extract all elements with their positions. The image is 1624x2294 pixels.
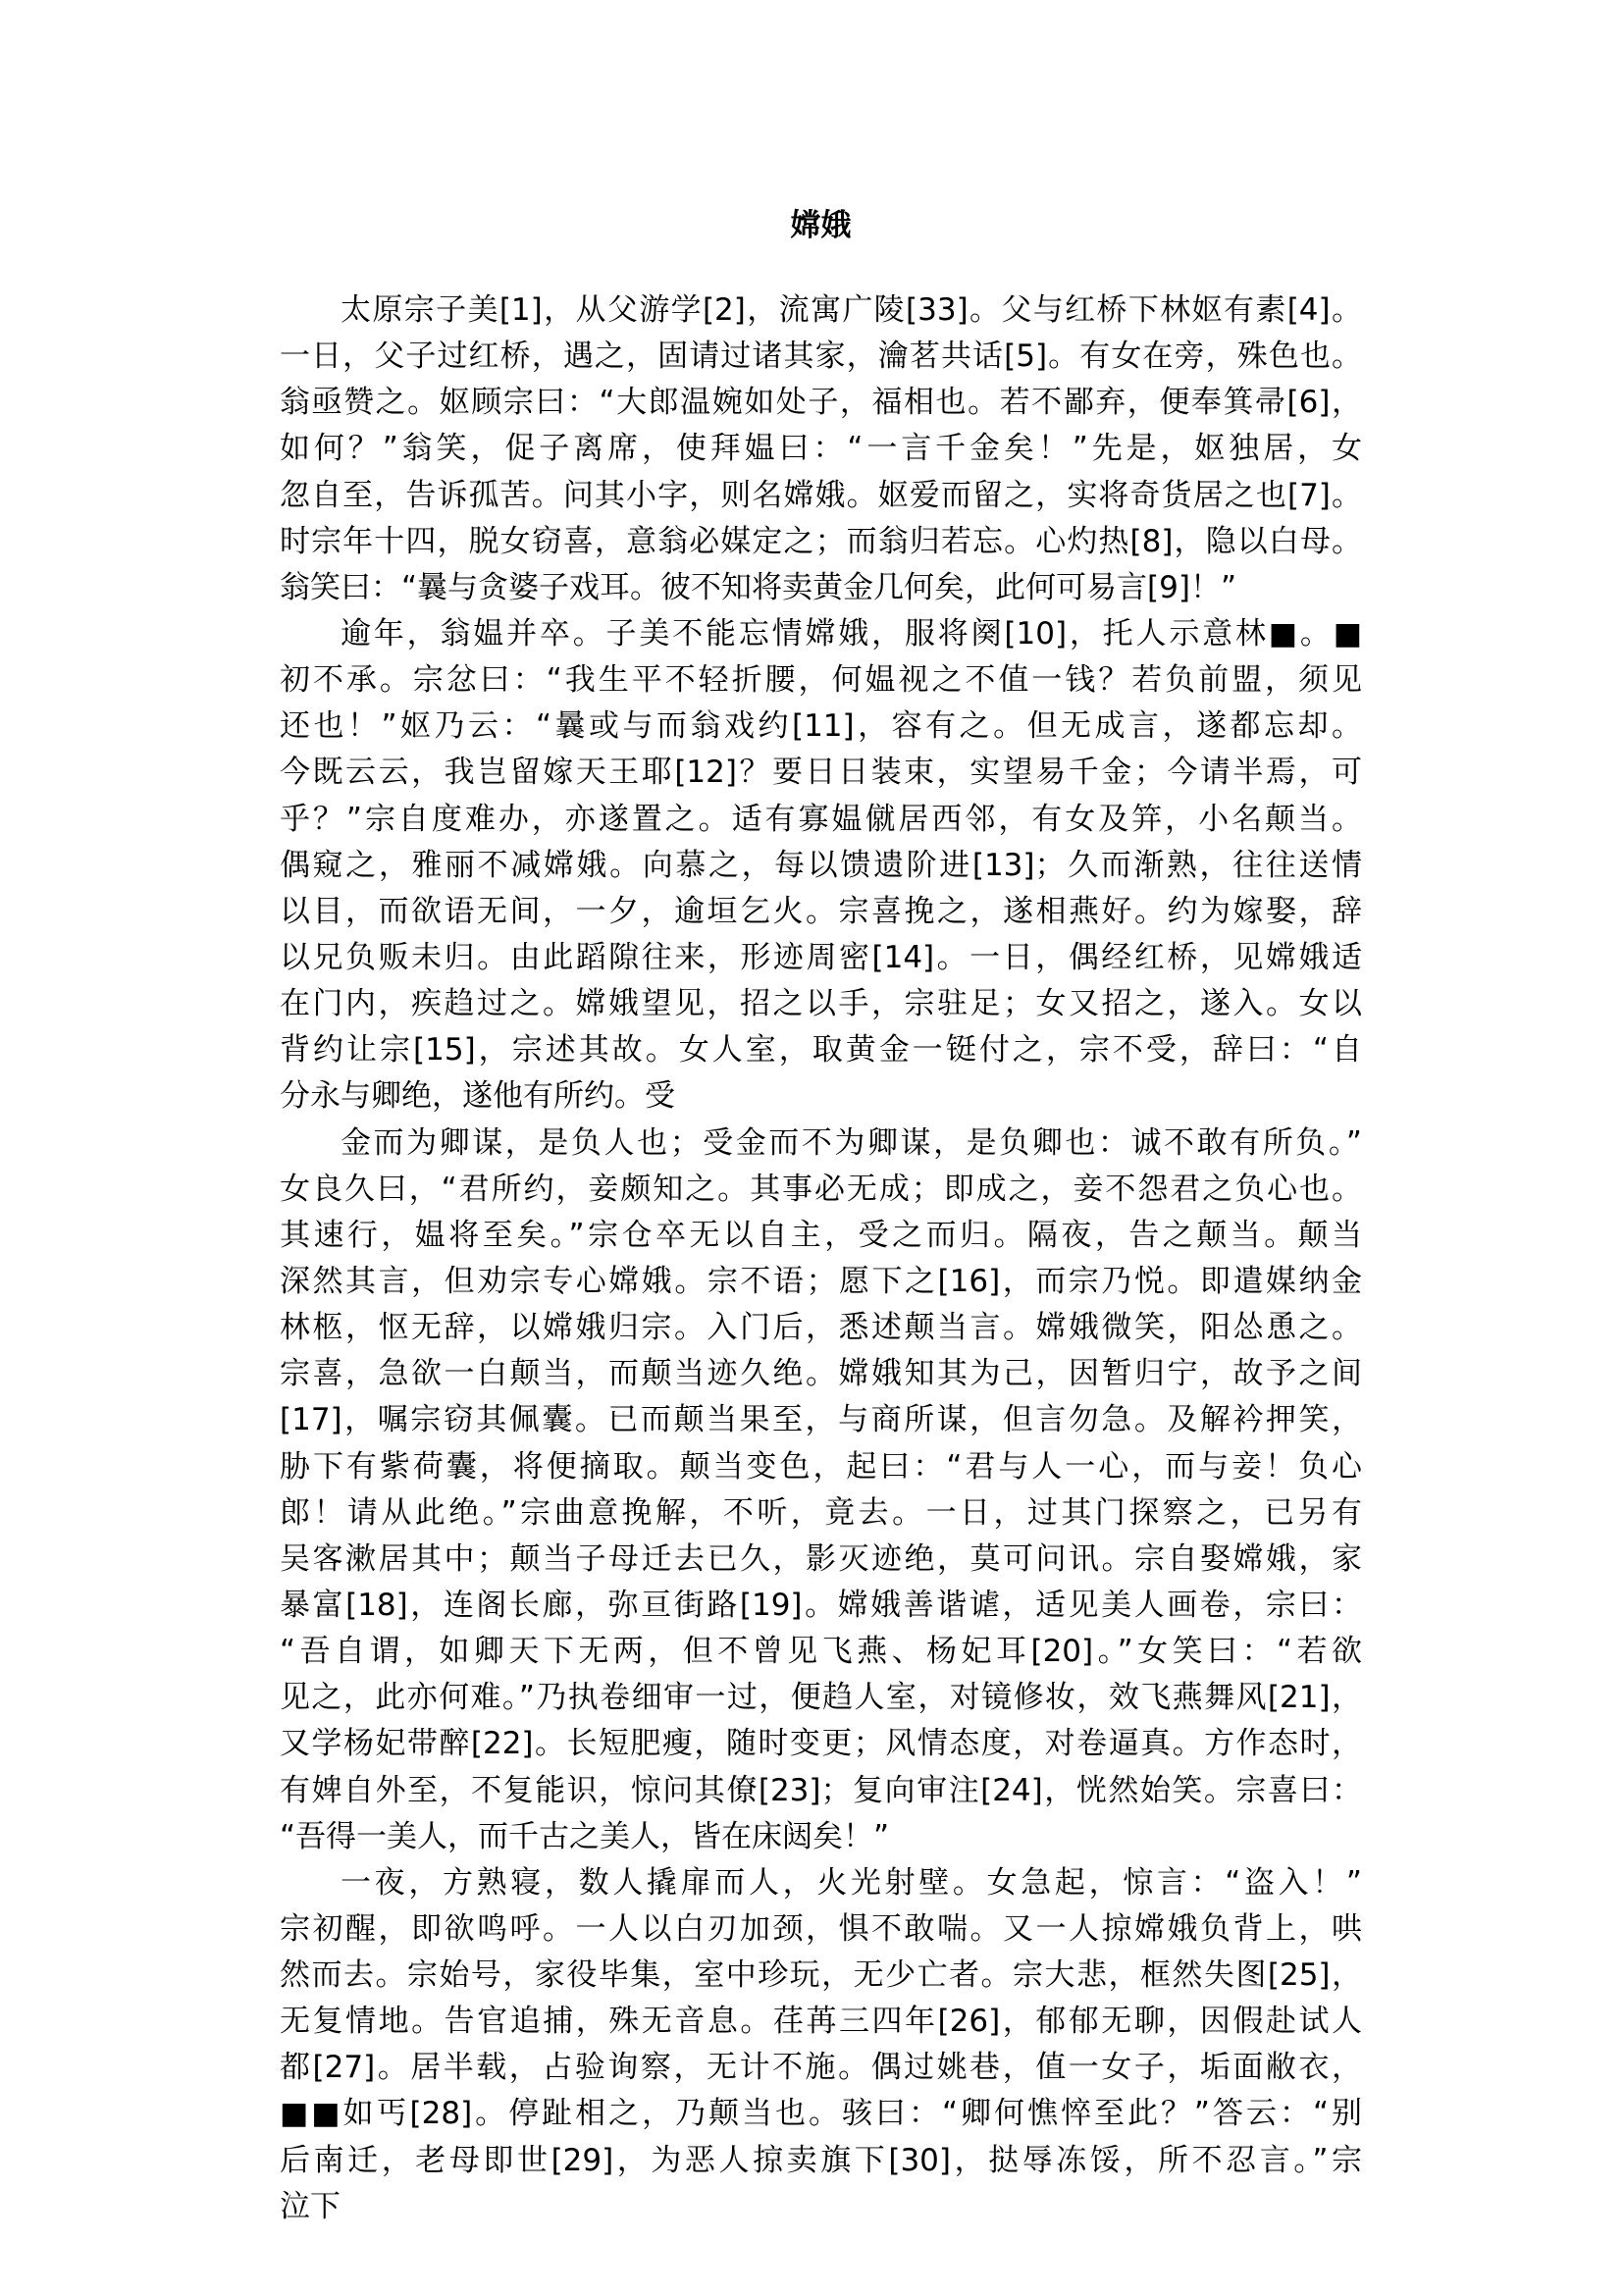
text-line: 一日，父子过红桥，遇之，固请过诸其家，瀹茗共话[5]。有女在旁，殊色也。 — [280, 339, 1362, 375]
text-line: 背约让宗[15]，宗述其故。女人室，取黄金一铤付之，宗不受，辞曰：“自 — [280, 1032, 1362, 1069]
text-line: “吾得一美人，而千古之美人，皆在床闼矣！” — [280, 1818, 890, 1854]
text-line: 翁亟赞之。妪顾宗曰：“大郎温婉如处子，福相也。若不鄙弃，便奉箕帚[6]， — [280, 385, 1362, 421]
text-line: 宗初醒，即欲鸣呼。一人以白刃加颈，惧不敢喘。又一人掠嫦娥负背上，哄 — [280, 1910, 1362, 1947]
text-line: 无复情地。告官追捕，殊无音息。荏苒三四年[26]，郁郁无聊，因假赴试人 — [280, 2004, 1362, 2040]
text-line: 暴富[18]，连阁长廊，弥亘街路[19]。嫦娥善谐谑，适见美人画卷，宗曰： — [280, 1587, 1362, 1623]
text-line: 偶窥之，雅丽不减嫦娥。向慕之，每以馈遗阶进[13]；久而渐熟，往往送情 — [280, 847, 1362, 883]
text-line: 今既云云，我岂留嫁天王耶[12]？要日日装束，实望易千金；今请半焉，可 — [280, 755, 1362, 791]
paragraph — [280, 611, 1362, 1121]
text-line: 郎！请从此绝。”宗曲意挽解，不听，竟去。一日，过其门探察之，已另有 — [280, 1494, 1362, 1531]
text-line: 忽自至，告诉孤苦。问其小字，则名嫦娥。妪爱而留之，实将奇货居之也[7]。 — [280, 477, 1362, 513]
text-line: 初不承。宗忿曰：“我生平不轻折腰，何媪视之不值一钱？若负前盟，须见 — [280, 662, 1362, 699]
text-line: ■■如丐[28]。停趾相之，乃颠当也。骇曰：“卿何憔悴至此？”答云：“别 — [280, 2096, 1362, 2132]
text-line: 时宗年十四，脱女窃喜，意翁必媒定之；而翁归若忘。心灼热[8]，隐以白母。 — [280, 523, 1362, 559]
text-line: 以兄负贩未归。由此蹈隙往来，形迹周密[14]。一日，偶经红桥，见嫦娥适 — [280, 939, 1362, 975]
text-line: [17]，嘱宗窃其佩囊。已而颠当果至，与商所谋，但言勿急。及解衿押笑， — [280, 1402, 1362, 1438]
text-line: 逾年，翁媪并卒。子美不能忘情嫦娥，服将阕[10]，托人示意林■。■ — [341, 615, 1362, 652]
document-body — [280, 287, 1362, 2230]
text-line: 女良久曰，“君所约，妾颇知之。其事必无成；即成之，妾不怨君之负心也。 — [280, 1171, 1362, 1207]
text-line: 其速行，媪将至矣。”宗仓卒无以自主，受之而归。隔夜，告之颠当。颠当 — [280, 1217, 1362, 1253]
text-line: 乎？”宗自度难办，亦遂置之。适有寡媪僦居西邻，有女及笄，小名颠当。 — [280, 801, 1362, 837]
text-line: 又学杨妃带醉[22]。长短肥瘦，随时变更；风情态度，对卷逼真。方作态时， — [280, 1726, 1362, 1762]
text-line: 一夜，方熟寝，数人撬扉而人，火光射壁。女急起，惊言：“盗入！” — [341, 1864, 1362, 1901]
text-line: 吴客漱居其中；颠当子母迁去已久，影灭迹绝，莫可问讯。宗自娶嫦娥，家 — [280, 1540, 1362, 1577]
text-line: 还也！”妪乃云：“曩或与而翁戏约[11]，容有之。但无成言，遂都忘却。 — [280, 708, 1362, 745]
text-line: 林柩，怄无辞，以嫦娥归宗。入门后，悉述颠当言。嫦娥微笑，阳怂恿之。 — [280, 1310, 1362, 1346]
text-line: 然而去。宗始号，家役毕集，室中珍玩，无少亡者。宗大悲，框然失图[25]， — [280, 1957, 1362, 1994]
paragraph — [280, 1121, 1362, 1860]
text-line: 见之，此亦何难。”乃执卷细审一过，便趋人室，对镜修妆，效飞燕舞风[21]， — [280, 1680, 1362, 1716]
text-line: 以目，而欲语无间，一夕，逾垣乞火。宗喜挽之，遂相燕好。约为嫁娶，辞 — [280, 893, 1362, 929]
text-line: 后南迁，老母即世[29]，为恶人掠卖旗下[30]，挞辱冻馁，所不忍言。”宗 — [280, 2142, 1362, 2178]
text-line: 有婢自外至，不复能识，惊问其僚[23]；复向审注[24]，恍然始笑。宗喜曰： — [280, 1772, 1362, 1808]
text-line: 如何？”翁笑，促子离席，使拜媪曰：“一言千金矣！”先是，妪独居，女 — [280, 431, 1362, 467]
text-line: 都[27]。居半载，占验询察，无计不施。偶过姚巷，值一女子，垢面敝衣， — [280, 2050, 1362, 2086]
text-line: 分永与卿绝，遂他有所约。受 — [280, 1078, 675, 1115]
text-line: 金而为卿谋，是负人也；受金而不为卿谋，是负卿也：诚不敢有所负。” — [341, 1124, 1362, 1161]
paragraph — [280, 1860, 1362, 2230]
text-line: 深然其言，但劝宗专心嫦娥。宗不语；愿下之[16]，而宗乃悦。即遣媒纳金 — [280, 1263, 1362, 1299]
text-line: 在门内，疾趋过之。嫦娥望见，招之以手，宗驻足；女又招之，遂入。女以 — [280, 986, 1362, 1022]
document-title: 嫦娥 — [790, 208, 852, 243]
text-line: 泣下 — [280, 2188, 341, 2224]
paragraph — [280, 287, 1362, 611]
text-line: “吾自谓，如卿天下无两，但不曾见飞燕、杨妃耳[20]。”女笑曰：“若欲 — [280, 1634, 1362, 1670]
text-line: 翁笑曰：“曩与贪婆子戏耳。彼不知将卖黄金几何矣，此何可易言[9]！” — [280, 569, 1237, 605]
text-line: 胁下有紫荷囊，将便摘取。颠当变色，起曰：“君与人一心，而与妾！负心 — [280, 1448, 1362, 1485]
text-line: 太原宗子美[1]，从父游学[2]，流寓广陵[33]。父与红桥下林妪有素[4]。 — [341, 292, 1362, 328]
text-line: 宗喜，急欲一白颠当，而颠当迹久绝。嫦娥知其为己，因暂归宁，故予之间 — [280, 1356, 1362, 1392]
